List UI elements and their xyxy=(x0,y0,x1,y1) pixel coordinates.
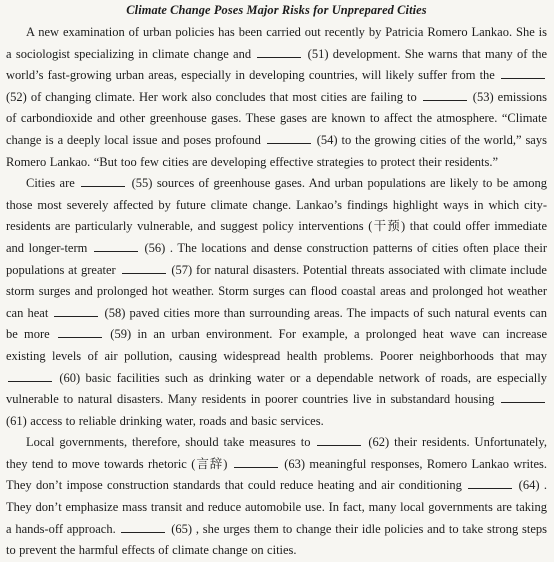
text-segment: sources of greenhouse gases. And urban populations are likely to be among those most severely affected by future climate change. Lankao’s findings highlight ways in which city-residents are particularly vulnerable, and suggest policy interventions (干预) that could offer immediate and longer-term xyxy=(6,176,547,255)
text-segment: A new examination of urban policies has been carried out recently by Patricia Romero Lankao. She is a sociologist specializing in climate change and xyxy=(6,25,547,61)
answer-blank[interactable] xyxy=(8,370,52,382)
text-segment: Local governments, therefore, should take measures to xyxy=(26,435,311,450)
text-segment: for natural disasters. Potential threats associated with climate include storm surges and prolonged hot weather. Storm surges can flood coastal areas and prolonged hot weather can heat xyxy=(6,262,547,320)
text-segment: basic facilities such as drinking water or a dependable network of roads, are especially vulnerable to natural disasters. Many residents in poorer countries live in substandard housing xyxy=(6,370,547,407)
answer-blank[interactable] xyxy=(501,391,545,403)
answer-blank[interactable] xyxy=(468,477,512,489)
blank-number: (53) xyxy=(472,89,494,104)
answer-blank[interactable] xyxy=(501,67,545,79)
answer-blank[interactable] xyxy=(234,456,278,468)
blank-number: (62) xyxy=(368,435,390,450)
document-title: Climate Change Poses Major Risks for Unprepared Cities xyxy=(126,3,427,17)
text-segment: emissions of carbondioxide and other greenhouse gases. These gases are known to affect the atmosphere. “Climate change is a deeply local issue and poses profound xyxy=(6,89,547,147)
answer-blank[interactable] xyxy=(81,175,125,187)
blank-number: (54) xyxy=(316,132,338,147)
text-segment: their residents. Unfortunately, they tend to move towards rhetoric (言辞) xyxy=(6,435,547,471)
blank-number: (61) xyxy=(6,413,27,428)
blank-number: (64) xyxy=(518,478,540,493)
blank-number: (63) xyxy=(284,456,306,471)
paragraph-2 xyxy=(6,173,547,432)
text-segment: Cities are xyxy=(26,176,75,191)
blank-number: (56) xyxy=(144,240,166,255)
text-segment: paved cities more than surrounding areas. The impacts of such natural events can be more xyxy=(6,305,547,342)
answer-blank[interactable] xyxy=(257,46,301,58)
blank-number: (57) xyxy=(171,262,193,277)
blank-number: (51) xyxy=(307,46,329,61)
text-segment: of changing climate. Her work also concludes that most cities are failing to xyxy=(30,89,417,104)
answer-blank[interactable] xyxy=(317,434,361,446)
blank-number: (55) xyxy=(131,176,153,191)
answer-blank[interactable] xyxy=(58,326,102,338)
answer-blank[interactable] xyxy=(122,262,166,274)
answer-blank[interactable] xyxy=(94,240,138,252)
answer-blank[interactable] xyxy=(121,521,165,533)
text-segment: development. She warns that many of the world’s fast-growing urban areas, especially in developing countries, will likely suffer from the xyxy=(6,46,547,83)
document-body xyxy=(6,22,547,562)
text-segment: in an urban environment. For example, a prolonged heat wave can increase existing levels of air pollution, causing widespread health problems. Poorer neighborhoods that may xyxy=(6,327,547,363)
answer-blank[interactable] xyxy=(423,89,467,101)
answer-blank[interactable] xyxy=(267,132,311,144)
text-segment: . They don’t emphasize mass transit and reduce automobile use. In fact, many local governments are taking a hands-off approach. xyxy=(6,478,547,536)
blank-number: (58) xyxy=(104,305,126,320)
blank-number: (65) xyxy=(171,521,193,536)
paragraph-1 xyxy=(6,22,547,173)
text-segment: to the growing cities of the world,” says Romero Lankao. “But too few cities are developing effective strategies to protect their residents.” xyxy=(6,132,547,169)
blank-number: (52) xyxy=(6,89,27,104)
blank-number: (60) xyxy=(59,370,81,385)
text-segment: meaningful responses, Romero Lankao writes. They don’t impose construction standards that could reduce heating and air conditioning xyxy=(6,456,548,493)
blank-number: (59) xyxy=(110,327,132,342)
answer-blank[interactable] xyxy=(54,305,98,317)
text-segment: . The locations and dense construction patterns of cities often place their populations at greater xyxy=(6,240,547,277)
paragraph-3 xyxy=(6,432,547,562)
text-segment: access to reliable drinking water, roads and basic services. xyxy=(30,413,324,428)
text-segment: , she urges them to change their idle policies and to take strong steps to prevent the harmful effects of climate change on cities. xyxy=(6,521,547,558)
